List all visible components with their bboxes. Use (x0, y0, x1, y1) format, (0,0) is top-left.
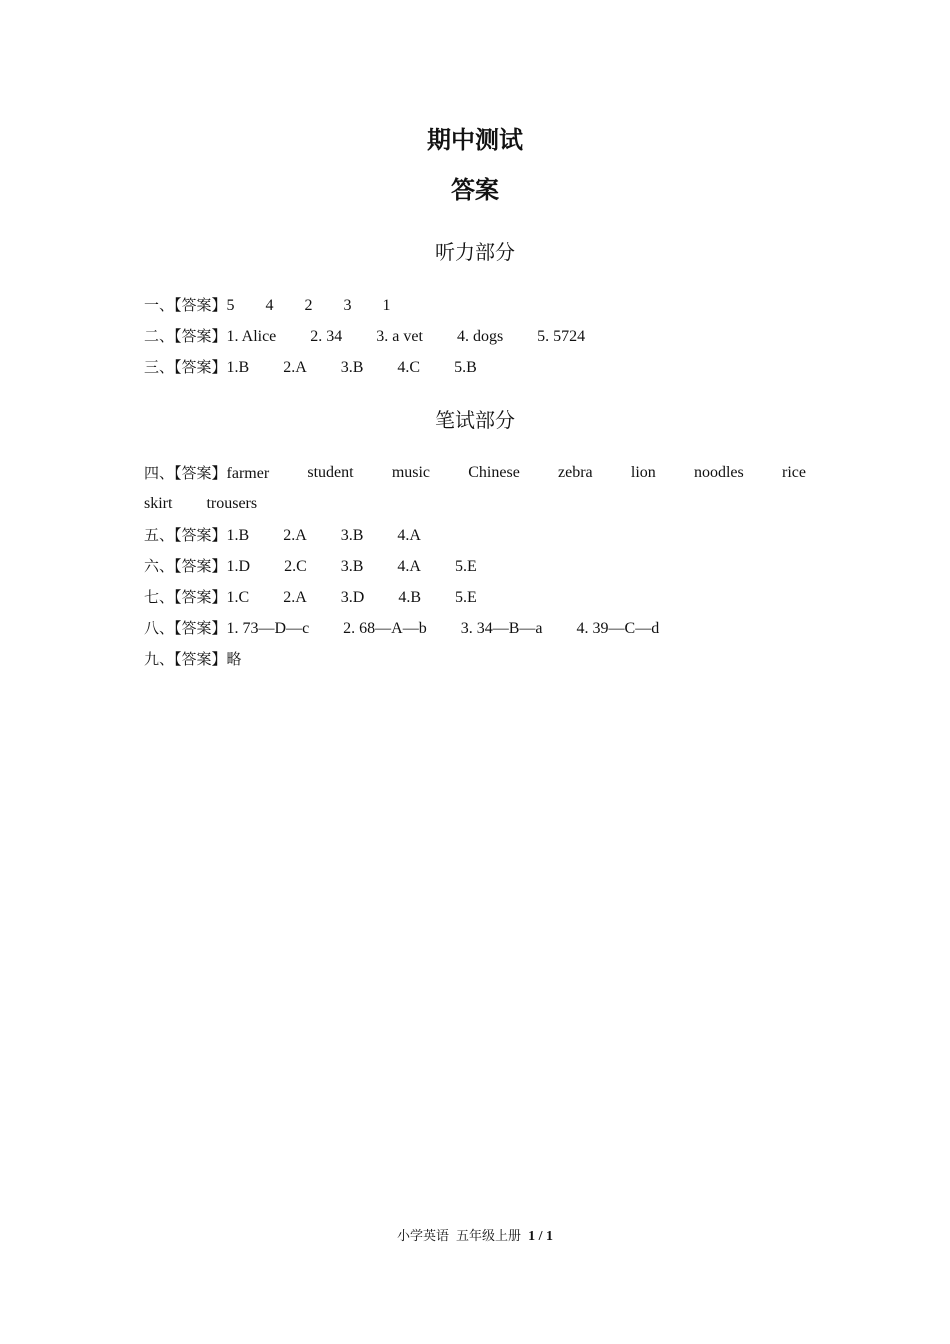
answer-item: 2.A (283, 589, 307, 606)
answer-prefix: 二、【答案】 (144, 327, 227, 345)
answer-item: 3 (343, 297, 352, 314)
answer-prefix: 四、【答案】 (144, 464, 227, 482)
answer-item: 4.C (397, 359, 421, 376)
answer-prefix: 八、【答案】 (144, 619, 227, 637)
answer-prefix: 一、【答案】 (144, 296, 227, 314)
answer-item: 3.B (340, 558, 364, 575)
page-number-current: 1 (528, 1229, 536, 1244)
page-subtitle: 答案 (451, 176, 499, 204)
answer-line-9 (144, 647, 242, 671)
answer-item: 3.B (340, 527, 364, 544)
answer-line-3 (144, 355, 477, 379)
answer-item: 1.D (226, 558, 251, 575)
answer-item: lion (630, 464, 656, 481)
answer-item: 2. 68—A—b (343, 620, 427, 637)
answer-item: music (391, 464, 431, 481)
answer-item: 2.A (283, 359, 307, 376)
answer-item: 4. 39—C—d (576, 620, 660, 637)
section-heading-writing: 笔试部分 (435, 408, 515, 432)
answer-item: 4. dogs (456, 328, 504, 345)
answer-prefix: 三、【答案】 (144, 358, 227, 376)
answer-item: 1. Alice (226, 328, 277, 345)
answer-line-4-continued (144, 492, 257, 516)
answer-line-7 (144, 585, 477, 609)
answer-item: 2. 34 (310, 328, 343, 345)
answer-line-4 (144, 461, 806, 485)
section-heading-listening: 听力部分 (435, 240, 515, 264)
answer-item: skirt (144, 495, 173, 512)
answer-item: noodles (693, 464, 744, 481)
answer-item: Chinese (468, 464, 520, 481)
answer-word: farmer (226, 465, 270, 482)
answer-item: 4.B (398, 589, 421, 606)
answer-item: 2 (304, 297, 313, 314)
answer-item: 5.E (454, 589, 477, 606)
answer-item: 5.E (454, 558, 477, 575)
answer-item (144, 461, 269, 485)
answer-item: 略 (226, 650, 242, 668)
answer-item: rice (781, 464, 806, 481)
page-title: 期中测试 (427, 126, 523, 154)
answer-item: 5 (226, 297, 235, 314)
answer-item: 1 (382, 297, 391, 314)
answer-prefix: 九、【答案】 (144, 650, 227, 668)
answer-item: 3. 34—B—a (460, 620, 543, 637)
answer-item: 1. 73—D—c (226, 620, 310, 637)
footer-grade: 五年级上册 (456, 1229, 522, 1244)
answer-item: 1.B (226, 527, 250, 544)
answer-item: 4 (265, 297, 274, 314)
answer-prefix: 七、【答案】 (144, 588, 227, 606)
answer-item: 2.C (284, 558, 307, 575)
answer-item: 3.D (340, 589, 365, 606)
answer-line-8 (144, 616, 659, 640)
answer-line-6 (144, 554, 477, 578)
answer-item: 3.B (340, 359, 364, 376)
answer-prefix: 五、【答案】 (144, 526, 227, 544)
answer-item: 2.A (283, 527, 307, 544)
answer-line-5 (144, 523, 421, 547)
answer-item: 1.C (226, 589, 250, 606)
page-number-separator: / (538, 1229, 543, 1244)
answer-item: 5. 5724 (537, 328, 586, 345)
answer-item: zebra (558, 464, 593, 481)
answer-item: 4.A (397, 558, 421, 575)
answer-item: student (307, 464, 354, 481)
answer-item: trousers (206, 495, 258, 512)
answer-line-2 (144, 324, 585, 348)
answer-item: 3. a vet (376, 328, 423, 345)
footer-subject: 小学英语 (397, 1229, 450, 1244)
answer-prefix: 六、【答案】 (144, 557, 227, 575)
answer-item: 5.B (454, 359, 477, 376)
page-number-total: 1 (545, 1229, 553, 1244)
answer-item: 4.A (397, 527, 421, 544)
page-footer (0, 1227, 950, 1247)
answer-line-1 (144, 293, 391, 317)
answer-item: 1.B (226, 359, 250, 376)
